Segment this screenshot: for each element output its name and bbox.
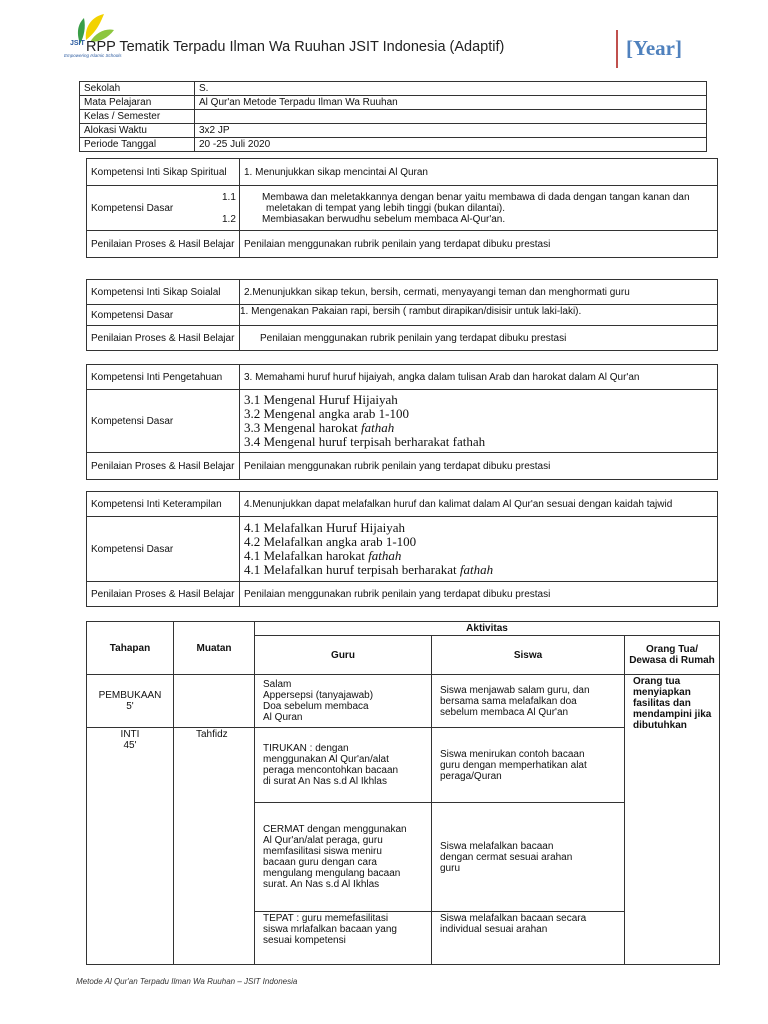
- ki-label: Kompetensi Inti Pengetahuan: [87, 365, 240, 390]
- ki-text: 1. Menunjukkan sikap mencintai Al Quran: [240, 159, 718, 186]
- info-label: Periode Tanggal: [80, 138, 195, 152]
- ki-spiritual-table: [86, 158, 718, 258]
- kd-text: 1. Mengenakan Pakaian rapi, bersih ( rambut dirapikan/disisir untuk laki-laki).: [240, 305, 718, 326]
- pp-label: Penilaian Proses & Hasil Belajar: [87, 326, 240, 351]
- info-row: [80, 82, 707, 96]
- inti-guru-1: TIRUKAN : dengan menggunakan Al Qur'an/alat peraga mencontohkan bacaan di surat An Nas s.d Al Ikhlas: [255, 728, 432, 803]
- info-value: Al Qur'an Metode Terpadu Ilman Wa Ruuhan: [195, 96, 707, 110]
- ki-label: Kompetensi Inti Sikap Spiritual: [87, 159, 240, 186]
- pp-text: Penilaian menggunakan rubrik penilain yang terdapat dibuku prestasi: [240, 326, 718, 351]
- info-row: [80, 110, 707, 124]
- activity-table: [86, 621, 720, 965]
- ki-sosial-table: [86, 279, 718, 351]
- inti-guru-3: TEPAT : guru memefasilitasi siswa mrlafalkan bacaan yang sesuai kompetensi: [255, 912, 432, 965]
- info-label: Mata Pelajaran: [80, 96, 195, 110]
- col-ortu: Orang Tua/ Dewasa di Rumah: [625, 636, 720, 675]
- pp-text: Penilaian menggunakan rubrik penilain yang terdapat dibuku prestasi: [240, 453, 718, 480]
- kd-line: 4.1 Melafalkan Huruf Hijaiyah: [244, 520, 406, 535]
- kd-line: 3.4 Mengenal huruf terpisah berharakat fathah: [244, 434, 486, 449]
- info-value: [195, 110, 707, 124]
- ki-text: 4.Menunjukkan dapat melafalkan huruf dan kalimat dalam Al Qur'an sesuai dengan kaidah tajwid: [240, 492, 718, 517]
- kd-lines: [240, 390, 718, 453]
- inti-siswa-2: Siswa melafalkan bacaan dengan cermat sesuai arahan guru: [432, 803, 625, 912]
- tahapan-pembukaan: PEMBUKAAN 5': [87, 675, 174, 728]
- page-title: [86, 39, 504, 55]
- col-tahapan: Tahapan: [87, 622, 174, 675]
- inti-guru-2: CERMAT dengan menggunakan Al Qur'an/alat peraga, guru memfasilitasi siswa meniru bacaan guru dengan cara mengulang mengulang bacaan surat. An Nas s.d Al Ikhlas: [255, 803, 432, 912]
- footer-text: Metode Al Qur'an Terpadu Ilman Wa Ruuhan – JSIT Indonesia: [76, 977, 298, 986]
- pp-label: Penilaian Proses & Hasil Belajar: [87, 231, 240, 258]
- kd-line: 4.1 Melafalkan harokat fathah: [244, 548, 402, 563]
- kd-lines: [240, 517, 718, 582]
- info-row: [80, 138, 707, 152]
- kd-line: 4.2 Melafalkan angka arab 1-100: [244, 534, 417, 549]
- pp-text: Penilaian menggunakan rubrik penilain yang terdapat dibuku prestasi: [240, 231, 718, 258]
- title-prefix: RPP: [86, 39, 116, 55]
- info-value: 3x2 JP: [195, 124, 707, 138]
- kd-line: 3.2 Mengenal angka arab 1-100: [244, 406, 409, 421]
- kd-line: 3.1 Mengenal Huruf Hijaiyah: [244, 392, 398, 407]
- ki-label: Kompetensi Inti Sikap Soialal: [87, 280, 240, 305]
- tahapan-inti: INTI 45': [87, 728, 174, 965]
- pembukaan-guru: Salam Appersepsi (tanyajawab) Doa sebelum membaca Al Quran: [255, 675, 432, 728]
- ki-text: 2.Menunjukkan sikap tekun, bersih, cermati, menyayangi teman dan menghormati guru: [240, 280, 718, 305]
- muatan-tahfidz: Tahfidz: [174, 728, 255, 965]
- kd-label: Kompetensi Dasar: [87, 517, 240, 582]
- kd-item: 1.2 Membiasakan berwudhu sebelum membaca Al-Qur'an.: [222, 213, 506, 225]
- title-text: Tematik Terpadu Ilman Wa Ruuhan JSIT Indonesia (Adaptif): [119, 39, 505, 55]
- kd-line: 3.3 Mengenal harokat fathah: [244, 420, 395, 435]
- ki-label: Kompetensi Inti Keterampilan: [87, 492, 240, 517]
- kd-item: 1.1 Membawa dan meletakkannya dengan benar yaitu membawa di dada dengan tangan kanan dan meletakan di tempat yang lebih tinggi (bukan dilantai).: [222, 191, 690, 214]
- info-label: Alokasi Waktu: [80, 124, 195, 138]
- pembukaan-siswa: Siswa menjawab salam guru, dan bersama sama melafalkan doa sebelum membaca Al Qur'an: [432, 675, 625, 728]
- col-aktivitas: Aktivitas: [255, 622, 720, 636]
- info-value: S.: [195, 82, 707, 96]
- info-row: [80, 124, 707, 138]
- info-label: Sekolah: [80, 82, 195, 96]
- ortu-note: Orang tua menyiapkan fasilitas dan mendampini jika dibutuhkan: [625, 675, 720, 965]
- inti-siswa-1: Siswa menirukan contoh bacaan guru dengan memperhatikan alat peraga/Quran: [432, 728, 625, 803]
- pp-label: Penilaian Proses & Hasil Belajar: [87, 582, 240, 607]
- col-muatan: Muatan: [174, 622, 255, 675]
- col-siswa: Siswa: [432, 636, 625, 675]
- kd-label: Kompetensi Dasar: [87, 390, 240, 453]
- year-tag: [Year]: [626, 36, 682, 60]
- kd-label: Kompetensi Dasar: [87, 186, 240, 231]
- pp-text: Penilaian menggunakan rubrik penilain yang terdapat dibuku prestasi: [240, 582, 718, 607]
- pp-label: Penilaian Proses & Hasil Belajar: [87, 453, 240, 480]
- kd-list: [222, 186, 718, 231]
- muatan-empty: [174, 675, 255, 728]
- info-table: [79, 81, 707, 152]
- kd-line: 4.1 Melafalkan huruf terpisah berharakat fathah: [244, 562, 494, 577]
- ki-keterampilan-table: [86, 491, 718, 607]
- inti-siswa-3: Siswa melafalkan bacaan secara individual sesuai arahan: [432, 912, 625, 965]
- logo-tagline: Empowering Islamic Schools: [64, 53, 122, 58]
- header-divider: [616, 30, 618, 68]
- info-label: Kelas / Semester: [80, 110, 195, 124]
- kd-label: Kompetensi Dasar: [87, 305, 240, 326]
- logo-text: JSIT: [70, 40, 85, 47]
- info-row: [80, 96, 707, 110]
- info-value: 20 -25 Juli 2020: [195, 138, 707, 152]
- row-pembukaan: [87, 675, 720, 728]
- col-guru: Guru: [255, 636, 432, 675]
- ki-pengetahuan-table: [86, 364, 718, 480]
- ki-text: 3. Memahami huruf huruf hijaiyah, angka dalam tulisan Arab dan harokat dalam Al Qur'an: [240, 365, 718, 390]
